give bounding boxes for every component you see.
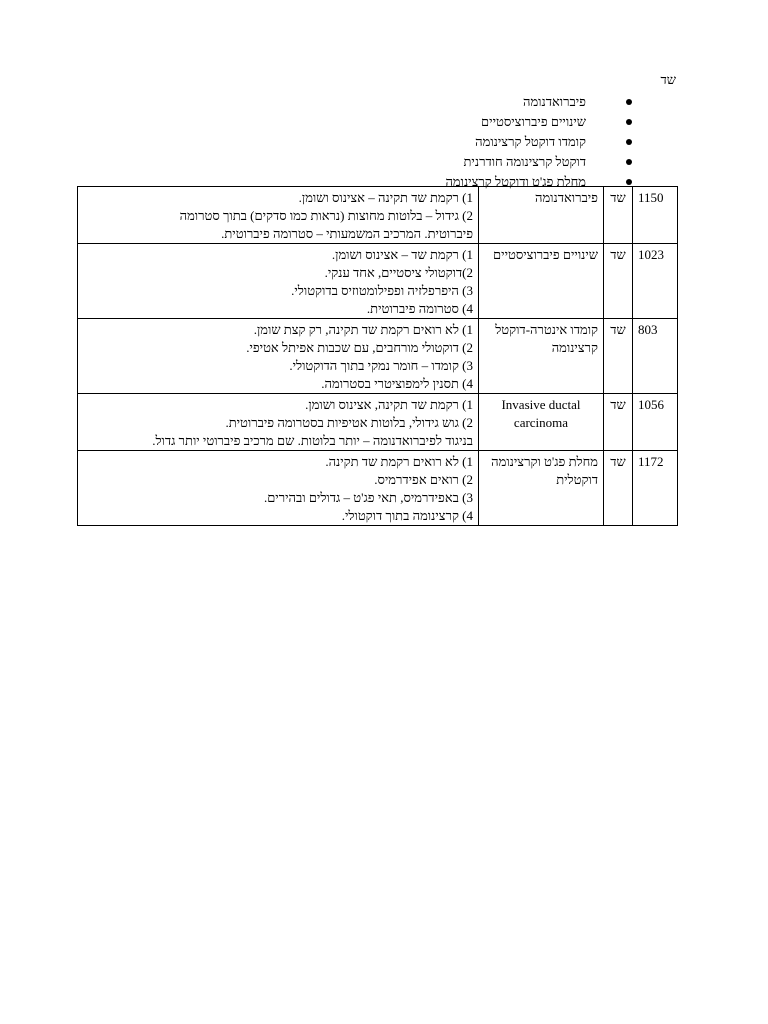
organ-cell: שד [604,244,633,319]
slides-table [77,186,678,526]
finding-line: 3) באפידרמיס, תאי פג'ט – גדולים ובהירים. [263,490,473,505]
diagnosis-cell: Invasive ductal carcinoma [479,394,604,451]
section-heading [78,72,678,88]
finding-line: 2) גוש גידולי, בלוטות אטיפיות בסטרומה פיברוטית. [225,415,473,430]
finding-line: פיברוטית. המרכיב המשמעותי – סטרומה פיברוטית. [221,226,473,241]
section-heading-text: שד [660,72,676,87]
organ-cell: שד [604,319,633,394]
finding-line: 1) לא רואים רקמת שד תקינה, רק קצת שומן. [253,322,473,337]
finding-line: 4) קרצינומה בתוך דוקטולי. [341,508,473,523]
bullet-dot-icon [626,119,632,125]
slide-number-cell: 1172 [633,451,678,526]
findings-cell [78,451,479,526]
finding-line: בניגוד לפיברואדנומה – יותר בלוטות. שם מרכיב פיברוטי יותר גדול. [152,433,473,448]
bullet-text: פיברואדנומה [523,94,586,109]
slide-number-cell: 1023 [633,244,678,319]
bullet-text: מחלת פג'ט ודוקטל קרצינומה [445,174,586,189]
bullet-dot-icon [626,139,632,145]
bullet-item [78,152,632,172]
finding-line: 1) רקמת שד – אצינוס ושומן. [331,247,473,262]
slide-number-cell: 1150 [633,187,678,244]
organ-cell: שד [604,451,633,526]
diagnosis-cell: קומדו אינטרה-דוקטל קרצינומה [479,319,604,394]
diagnosis-cell: שינויים פיברוציסטיים [479,244,604,319]
finding-line: 4) סטרומה פיברוטית. [366,301,473,316]
organ-cell: שד [604,187,633,244]
table-row [78,394,678,451]
table-row [78,244,678,319]
diagnosis-cell: מחלת פג'ט וקרצינומה דוקטלית [479,451,604,526]
findings-cell [78,394,479,451]
finding-line: 3) היפרפלזיה ופפילומטוזיס בדוקטולי. [291,283,473,298]
slide-number-cell: 803 [633,319,678,394]
bullet-dot-icon [626,99,632,105]
table-row [78,451,678,526]
findings-cell [78,187,479,244]
findings-cell [78,244,479,319]
bullet-text: שינויים פיברוציסטיים [481,114,586,129]
bullet-item [78,132,632,152]
findings-cell [78,319,479,394]
finding-line: 1) לא רואים רקמת שד תקינה. [325,454,473,469]
table-row [78,187,678,244]
diagnosis-cell: פיברואדנומה [479,187,604,244]
finding-line: 4) תסנין לימפוציטרי בסטרומה. [321,376,473,391]
bullet-item [78,112,632,132]
finding-line: 2) גידול – בלוטות מחוצות (נראות כמו סדקים) בתוך סטרומה [179,208,473,223]
finding-line: 3) קומדו – חומר נמקי בתוך הדוקטולי. [289,358,473,373]
bullet-item [78,92,632,112]
finding-line: 2) דוקטולי מורחבים, עם שכבות אפיתל אטיפי. [246,340,473,355]
finding-line: 1) רקמת שד תקינה, אצינוס ושומן. [305,397,473,412]
finding-line: 2)דוקטולי ציסטיים, אחד ענקי. [324,265,473,280]
diagnosis-bullet-list [78,92,632,192]
slide-number-cell: 1056 [633,394,678,451]
bullet-dot-icon [626,159,632,165]
finding-line: 2) רואים אפידרמיס. [374,472,473,487]
bullet-text: קומדו דוקטל קרצינומה [475,134,586,149]
finding-line: 1) רקמת שד תקינה – אצינוס ושומן. [298,190,473,205]
table-row [78,319,678,394]
organ-cell: שד [604,394,633,451]
bullet-dot-icon [626,179,632,185]
bullet-text: דוקטל קרצינומה חודרנית [463,154,586,169]
